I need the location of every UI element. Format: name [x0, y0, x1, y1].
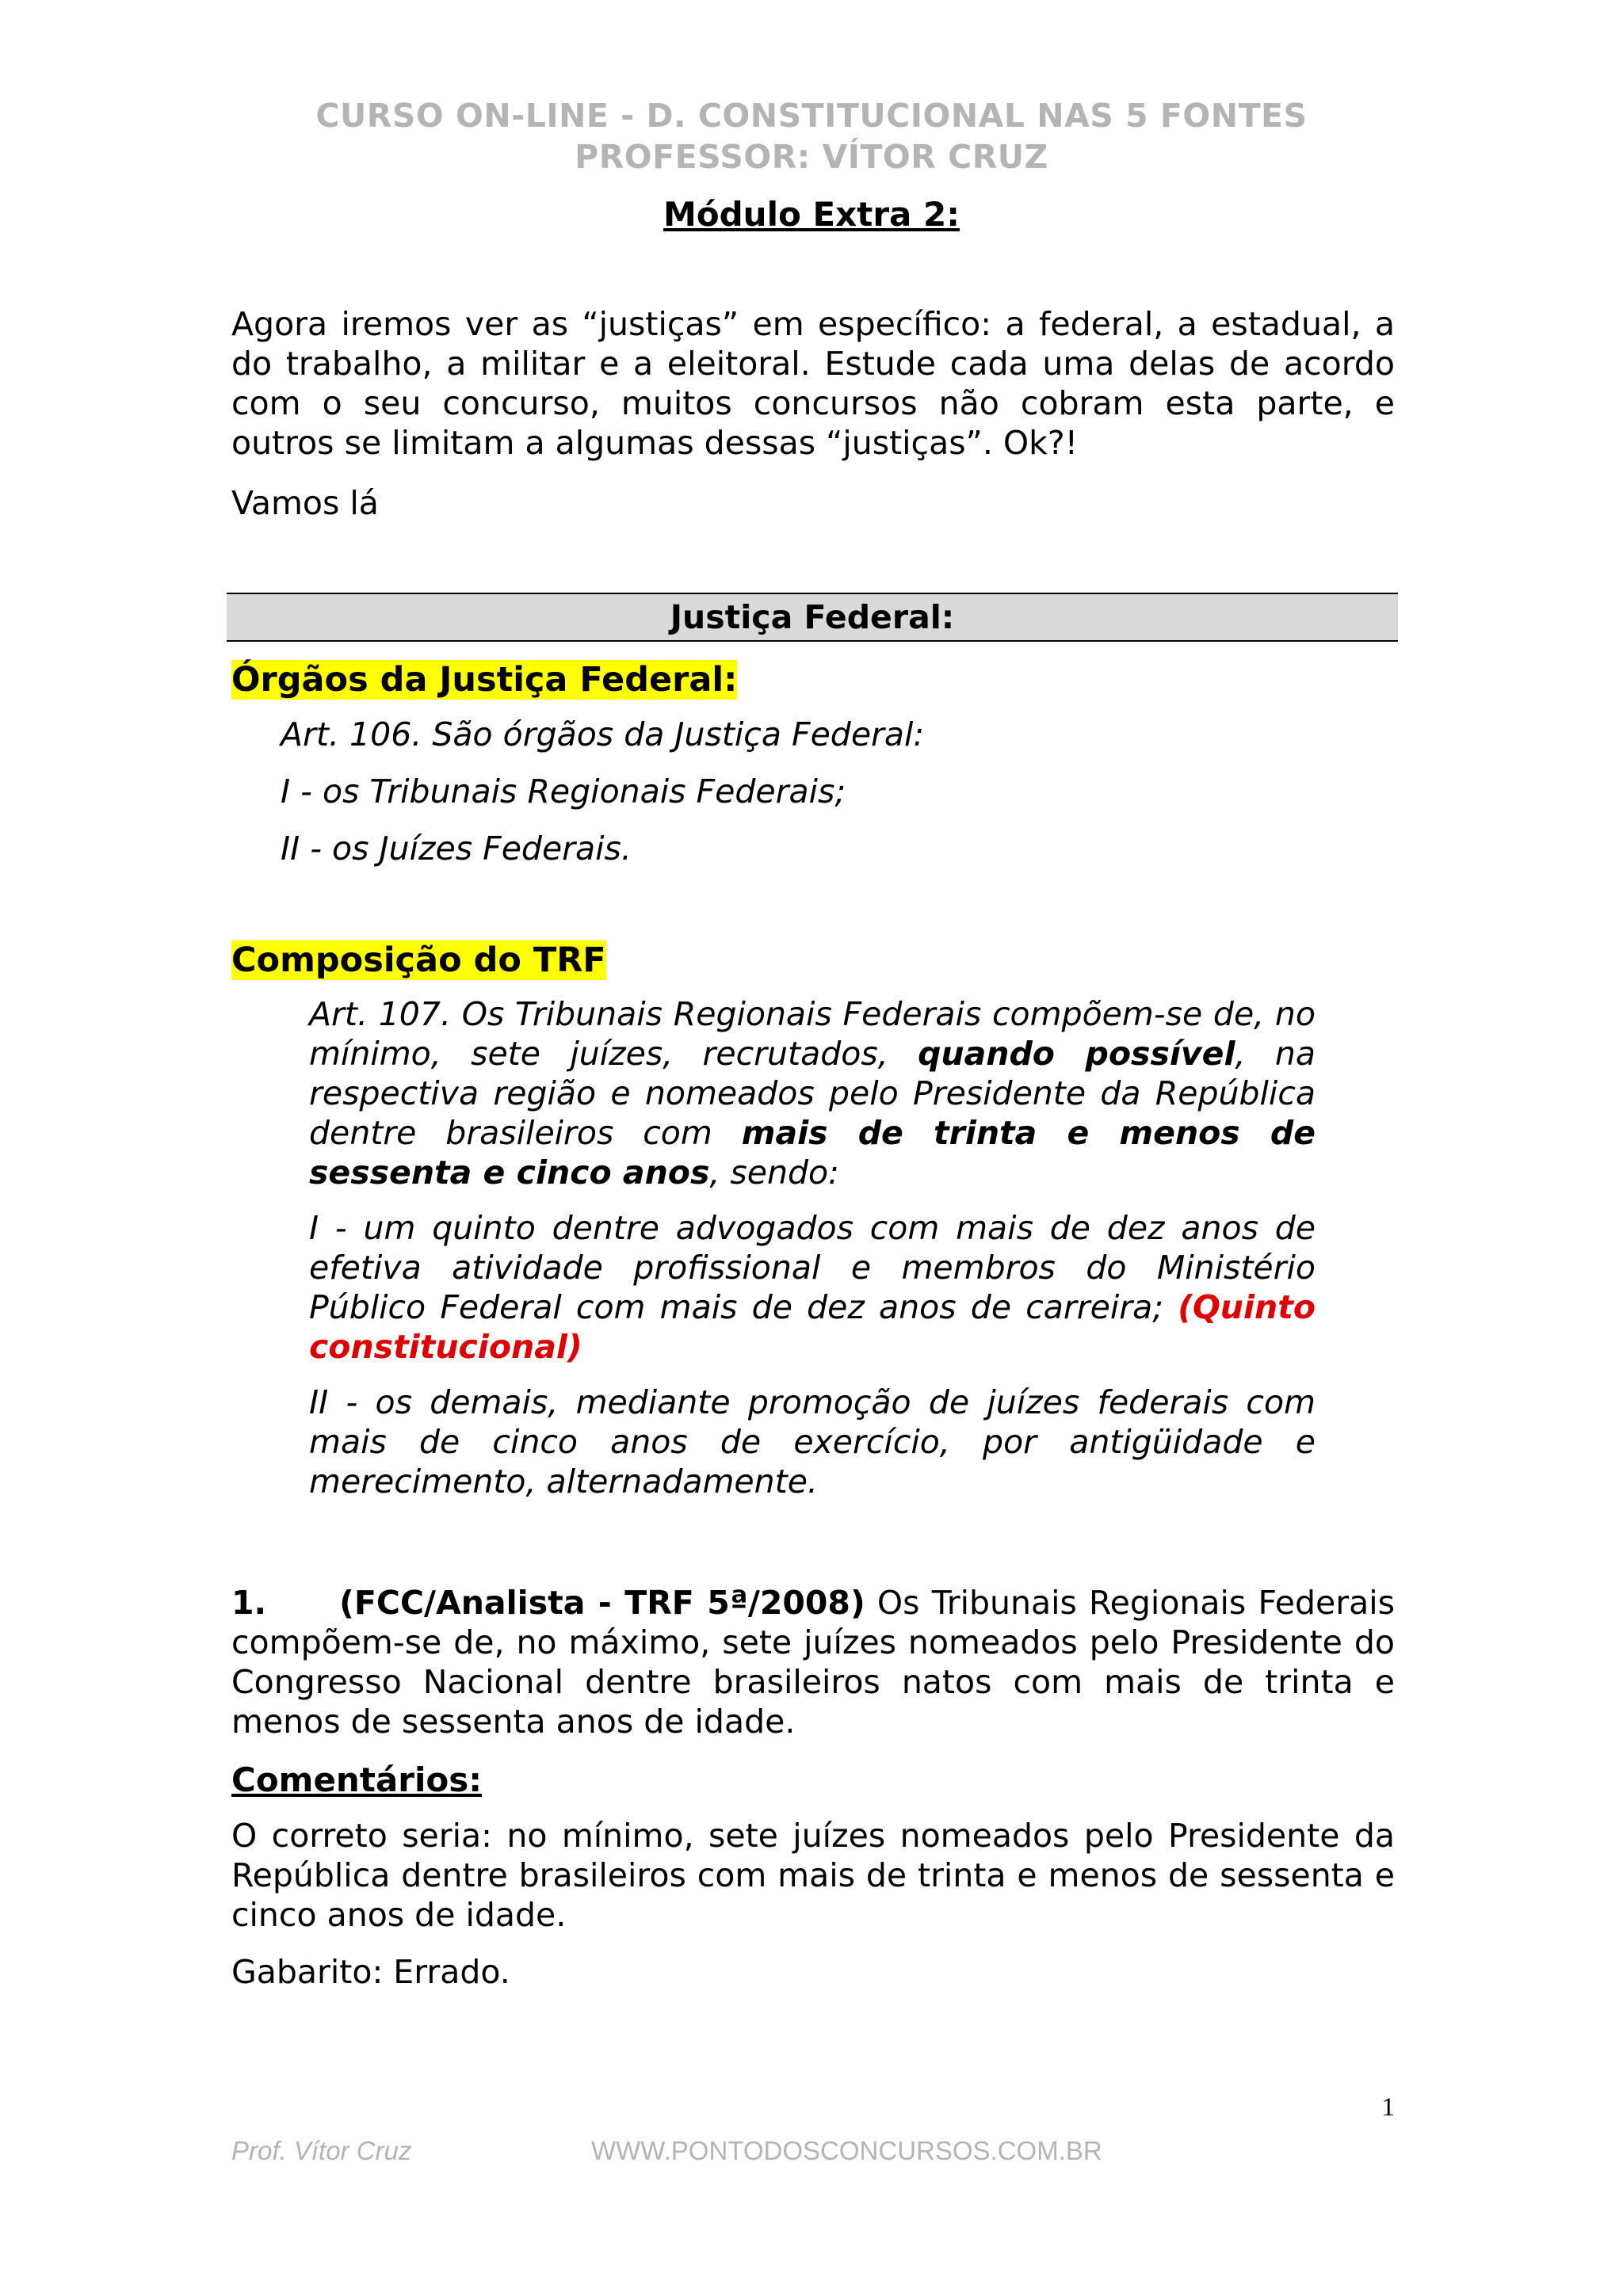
art-107-block [309, 994, 1316, 1501]
question-1 [231, 1583, 1395, 1741]
art-107-bold-2: mais de trinta e menos de sessenta e cinco anos [309, 1114, 1316, 1192]
quinto-constitucional-note: (Quinto constitucional) [309, 1288, 1316, 1366]
orgaos-heading [231, 659, 737, 707]
intro-closing: Vamos lá [231, 484, 379, 522]
footer-site: WWW.PONTODOSCONCURSOS.COM.BR [591, 2136, 1102, 2165]
art-107-bold-1: quando possível [918, 1035, 1235, 1073]
question-number: 1. [231, 1584, 267, 1622]
comentarios-heading [231, 1760, 482, 1800]
page-number: 1 [1381, 2093, 1395, 2122]
comentarios-heading-text: Comentários: [231, 1760, 483, 1799]
art-106-inciso-1: I - os Tribunais Regionais Federais; [281, 772, 846, 810]
module-title: Módulo Extra 2: [663, 195, 960, 234]
section-bar-justica-federal: Justiça Federal: [227, 593, 1398, 642]
question-text: Os Tribunais Regionais Federais compõem-se de, no máximo, sete juízes nomeados pelo Presidente do Congresso Nacional dentre brasileiros natos com mais de trinta e menos de sessenta anos de idade. [231, 1584, 1396, 1741]
art-107-inciso-1-text: I - um quinto dentre advogados com mais de dez anos de efetiva atividade profissional e membros do Ministério Público Federal com mais de dez anos de carreira; [309, 1209, 1316, 1326]
comentarios-text: O correto seria: no mínimo, sete juízes nomeados pelo Presidente da República dentre brasileiros com mais de trinta e menos de sessenta e cinco anos de idade. [231, 1817, 1395, 1934]
question-source: (FCC/Analista - TRF 5ª/2008) [339, 1584, 865, 1622]
art-106-line: Art. 106. São órgãos da Justiça Federal: [281, 715, 925, 753]
orgaos-heading-text: Órgãos da Justiça Federal: [231, 660, 738, 700]
footer-author: Prof. Vítor Cruz [231, 2136, 412, 2165]
art-107-text-2: , na respectiva região e nomeados pelo Presidente da República dentre brasileiros com [309, 1035, 1316, 1152]
intro-paragraph: Agora iremos ver as “justiças” em específico: a federal, a estadual, a do trabalho, a militar e a eleitoral. Estude cada uma delas de acordo com o seu concurso, muitos concursos não cobram esta parte, e outros se limitam a algumas dessas “justiças”. Ok?! [231, 305, 1395, 462]
art-106-inciso-2: II - os Juízes Federais. [281, 830, 632, 868]
art-107-caput [309, 994, 1316, 1192]
art-107-inciso-2: II - os demais, mediante promoção de juízes federais com mais de cinco anos de exercício, por antigüidade e merecimento, alternadamente. [309, 1383, 1316, 1501]
gabarito: Gabarito: Errado. [231, 1953, 510, 1991]
art-107-inciso-1 [309, 1208, 1316, 1367]
art-106-block [281, 715, 1390, 868]
art-107-text-3: , sendo: [709, 1154, 839, 1192]
header-course-title: CURSO ON-LINE - D. CONSTITUCIONAL NAS 5 FONTES [315, 97, 1308, 135]
header-professor: PROFESSOR: VÍTOR CRUZ [575, 138, 1048, 176]
composicao-heading [231, 940, 606, 988]
art-107-text-1: Art. 107. Os Tribunais Regionais Federais compõem-se de, no mínimo, sete juízes, recrutados, [309, 995, 1316, 1073]
composicao-heading-text: Composição do TRF [231, 940, 606, 980]
